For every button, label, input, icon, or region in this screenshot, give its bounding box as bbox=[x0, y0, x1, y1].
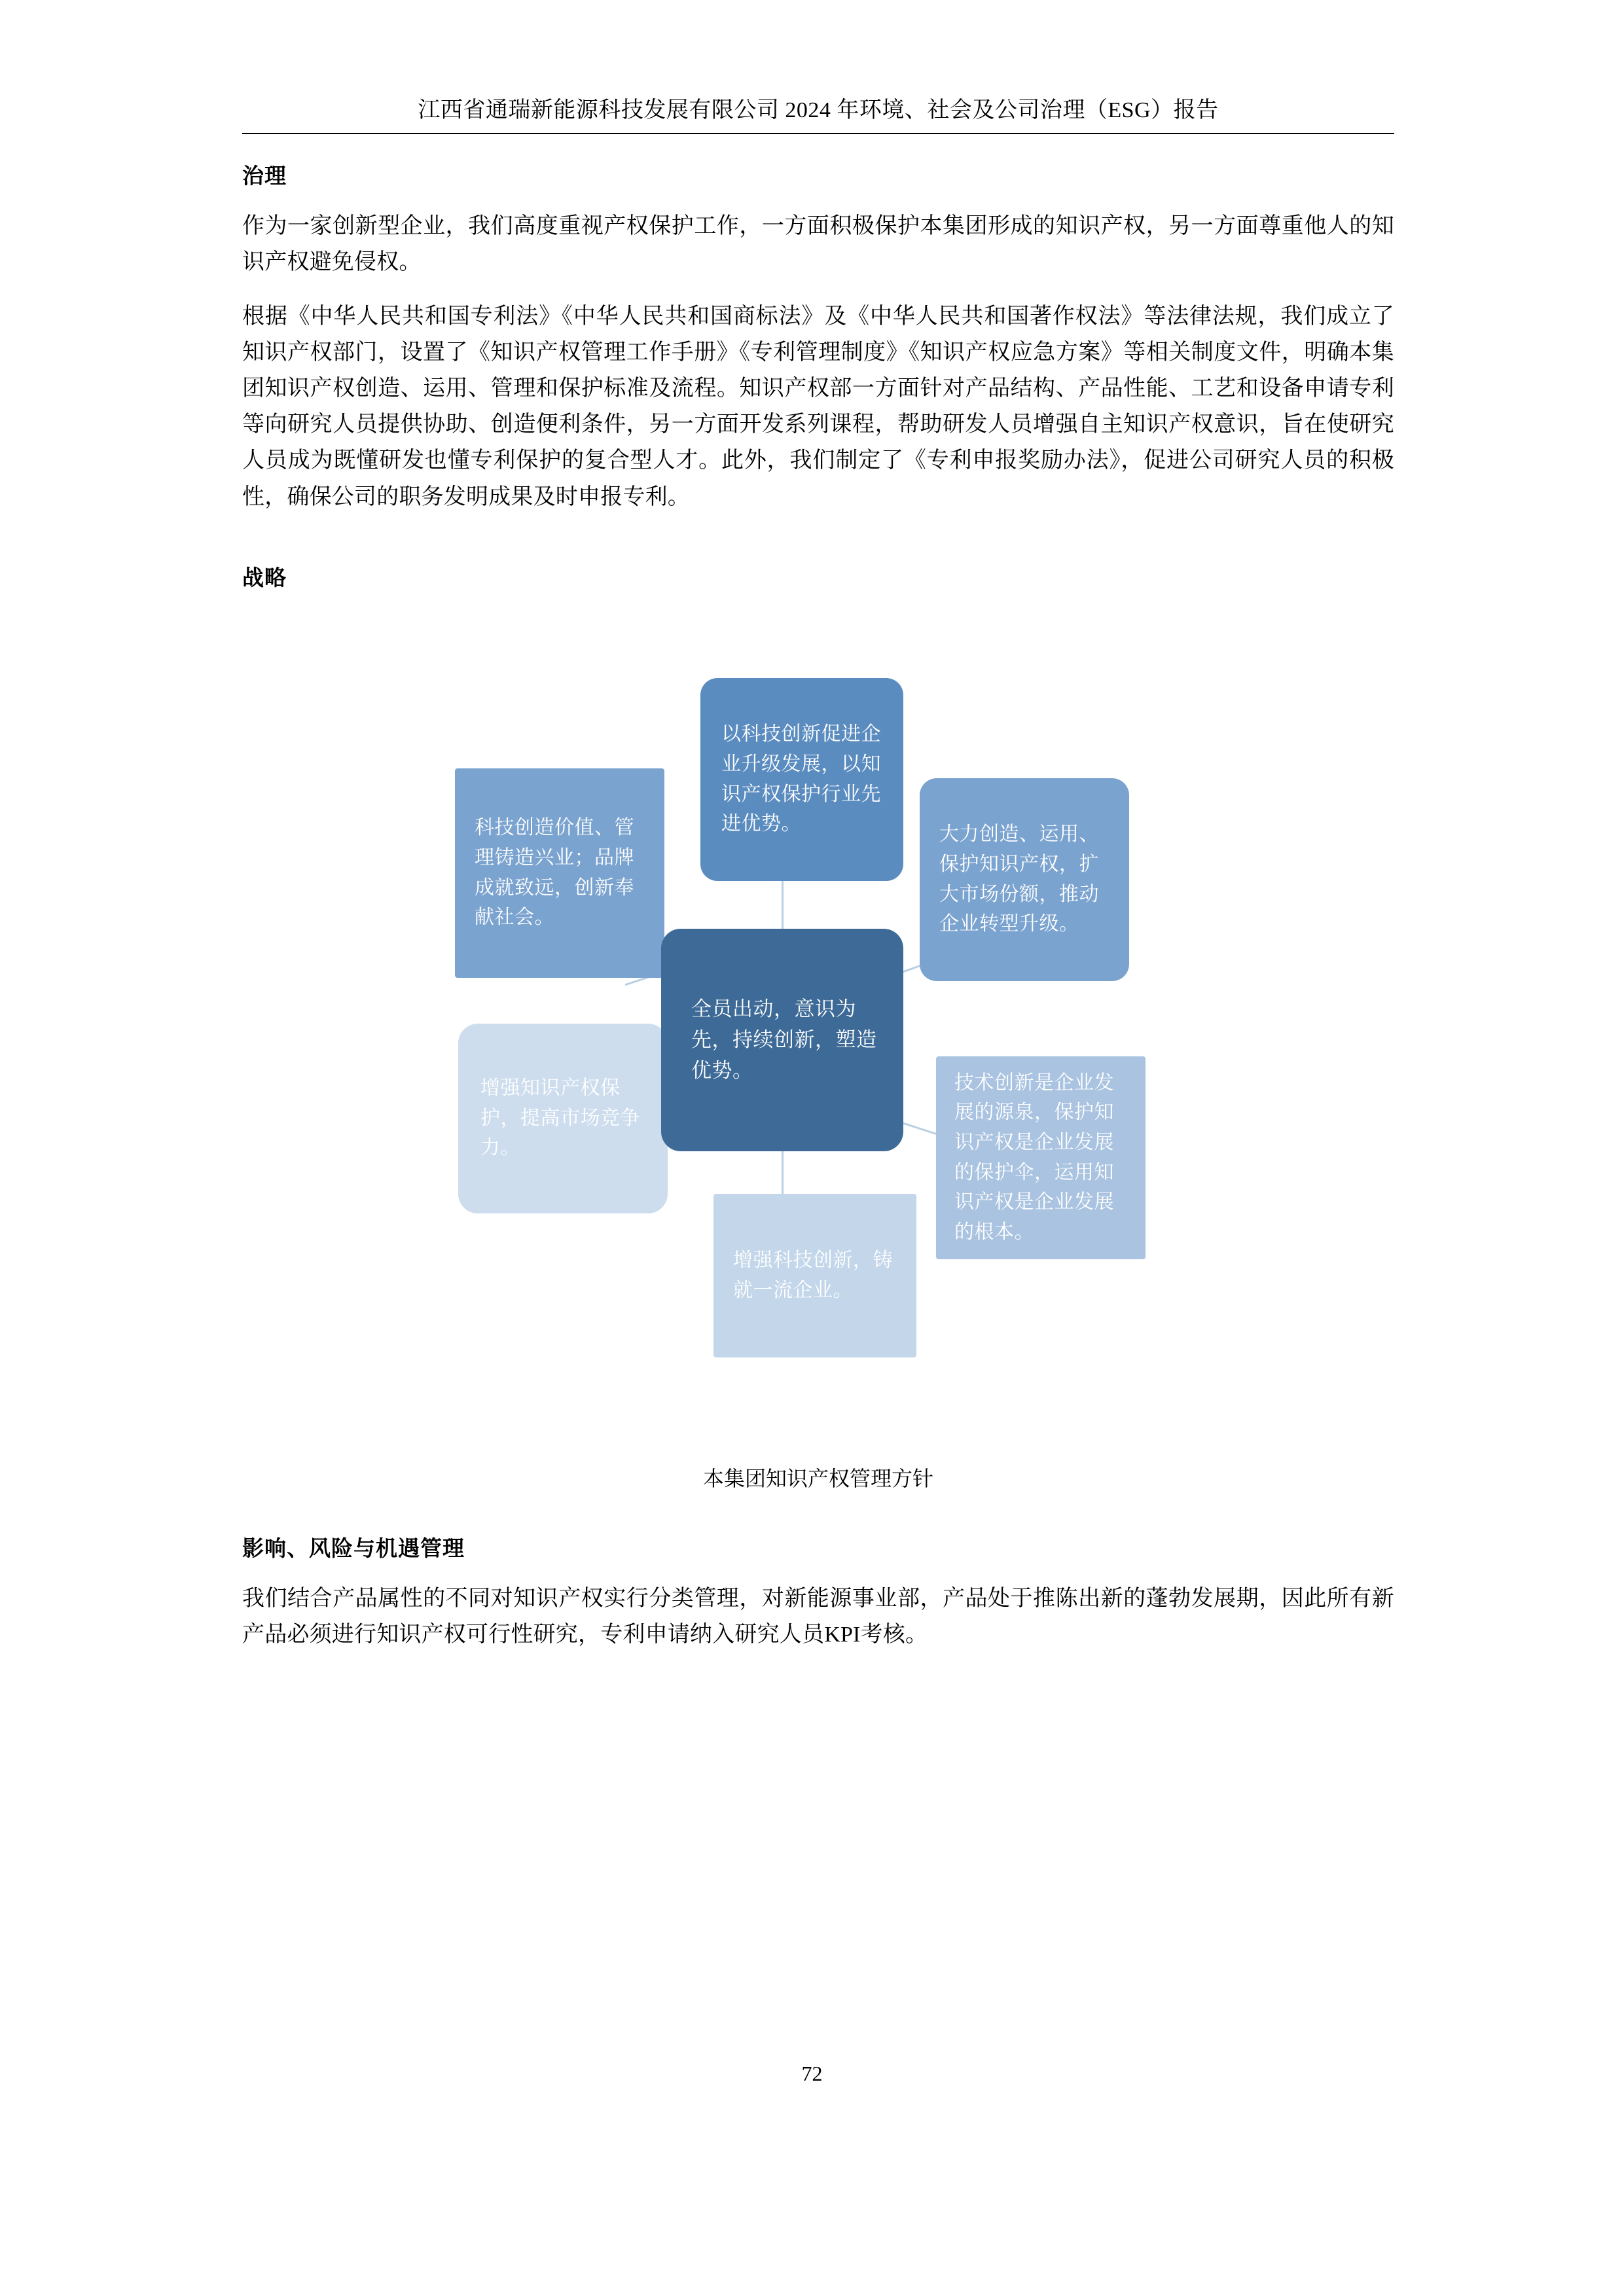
governance-paragraph-1: 作为一家创新型企业，我们高度重视产权保护工作，一方面积极保护本集团形成的知识产权，另一方面尊重他人的知识产权避免侵权。 bbox=[242, 214, 1394, 275]
diagram-node-left-bottom bbox=[458, 1024, 668, 1213]
section-title-strategy: 战略 bbox=[242, 566, 287, 590]
diagram-node-center-label: 全员出动，意识为先，持续创新，塑造优势。 bbox=[691, 997, 877, 1083]
diagram-caption: 本集团知识产权管理方针 bbox=[702, 1466, 933, 1490]
diagram-node-left-top bbox=[455, 768, 664, 978]
diagram-node-right-bottom bbox=[936, 1056, 1146, 1259]
connector-bottom bbox=[782, 1150, 784, 1196]
risk-paragraph-1: 我们结合产品属性的不同对知识产权实行分类管理，对新能源事业部，产品处于推陈出新的蓬勃发展期，因此所有新产品必须进行知识产权可行性研究，专利申请纳入研究人员KPI考核。 bbox=[242, 1586, 1394, 1647]
diagram-node-center bbox=[661, 929, 903, 1151]
diagram-node-right-bottom-label: 技术创新是企业发展的源泉，保护知识产权是企业发展的保护伞，运用知识产权是企业发展的根本。 bbox=[954, 1071, 1114, 1243]
section-title-risk: 影响、风险与机遇管理 bbox=[242, 1537, 465, 1561]
diagram-node-right-top bbox=[920, 778, 1129, 981]
diagram-node-top bbox=[700, 678, 903, 881]
diagram-node-left-bottom-label: 增强知识产权保护，提高市场竞争力。 bbox=[480, 1077, 640, 1159]
page-content bbox=[242, 92, 1394, 1653]
diagram-node-left-top-label: 科技创造价值、管理铸造兴业；品牌成就致远，创新奉献社会。 bbox=[475, 817, 634, 929]
page-number: 72 bbox=[801, 2062, 823, 2085]
connector-top bbox=[782, 881, 784, 930]
diagram-node-top-label: 以科技创新促进企业升级发展，以知识产权保护行业先进优势。 bbox=[721, 723, 881, 835]
page-header: 江西省通瑞新能源科技发展有限公司 2024 年环境、社会及公司治理（ESG）报告 bbox=[242, 92, 1394, 134]
diagram-node-bottom bbox=[713, 1194, 916, 1357]
diagram-node-bottom-label: 增强科技创新，铸就一流企业。 bbox=[733, 1249, 893, 1301]
section-title-governance: 治理 bbox=[242, 165, 287, 188]
diagram-node-right-top-label: 大力创造、运用、保护知识产权，扩大市场份额，推动企业转型升级。 bbox=[939, 823, 1099, 935]
ip-policy-diagram bbox=[242, 605, 1394, 1456]
governance-paragraph-2: 根据《中华人民共和国专利法》《中华人民共和国商标法》及《中华人民共和国著作权法》等法律法规，我们成立了知识产权部门，设置了《知识产权管理工作手册》《专利管理制度》《知识产权应急方案》等相关制度文件，明确本集团知识产权创造、运用、管理和保护标准及流程。知识产权部一方面针对产品结构、产品性能、工艺和设备申请专利等向研究人员提供协助、创造便利条件，另一方面开发系列课程，帮助研发人员增强自主知识产权意识，旨在使研究人员成为既懂研发也懂专利保护的复合型人才。此外，我们制定了《专利申报奖励办法》，促进公司研究人员的积极性，确保公司的职务发明成果及时申报专利。 bbox=[242, 304, 1394, 509]
